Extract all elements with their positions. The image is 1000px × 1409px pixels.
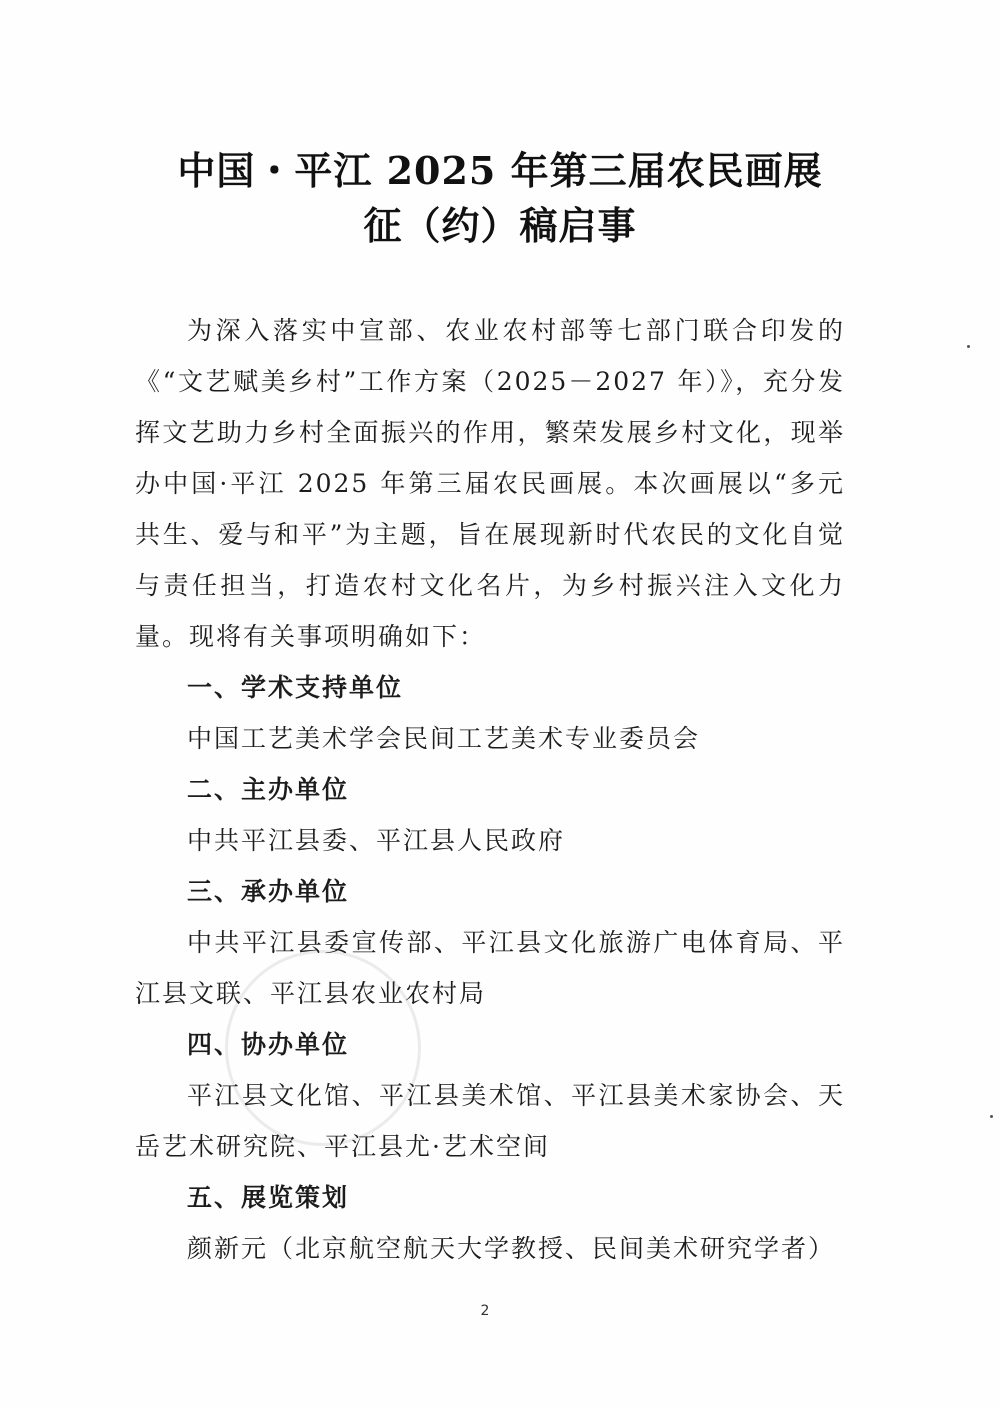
scan-speck — [990, 1115, 993, 1118]
section-content-curator: 颜新元（北京航空航天大学教授、民间美术研究学者） — [187, 1234, 836, 1263]
scan-speck — [967, 345, 970, 348]
document-title-line2: 征（约）稿启事 — [363, 203, 637, 248]
section-heading-academic-support: 一、学术支持单位 — [187, 673, 404, 702]
document-title-line1: 中国・平江 2025 年第三届农民画展 — [177, 148, 823, 193]
section-content-undertaker: 中共平江县委宣传部、平江县文化旅游广电体育局、平江县文联、平江县农业农村局 — [135, 928, 845, 1008]
document-body — [135, 305, 845, 1274]
section-heading-curator: 五、展览策划 — [187, 1183, 350, 1212]
section-heading-co-organizer: 四、协办单位 — [187, 1030, 350, 1059]
section-content-co-organizer: 平江县文化馆、平江县美术馆、平江县美术家协会、天岳艺术研究院、平江县尤·艺术空间 — [135, 1081, 845, 1161]
section-content-academic-support: 中国工艺美术学会民间工艺美术专业委员会 — [187, 724, 701, 753]
page-number: 2 — [480, 1303, 490, 1319]
section-heading-undertaker: 三、承办单位 — [187, 877, 350, 906]
section-heading-organizer: 二、主办单位 — [187, 775, 350, 804]
section-content-organizer: 中共平江县委、平江县人民政府 — [187, 826, 566, 855]
intro-paragraph: 为深入落实中宣部、农业农村部等七部门联合印发的《“文艺赋美乡村”工作方案（2025－2027 年）》，充分发挥文艺助力乡村全面振兴的作用，繁荣发展乡村文化，现举办中国·平江 2025 年第三届农民画展。本次画展以“多元共生、爱与和平”为主题，旨在展现新时代农民的文化自觉与责任担当，打造农村文化名片，为乡村振兴注入文化力量。现将有关事项明确如下： — [135, 316, 845, 651]
